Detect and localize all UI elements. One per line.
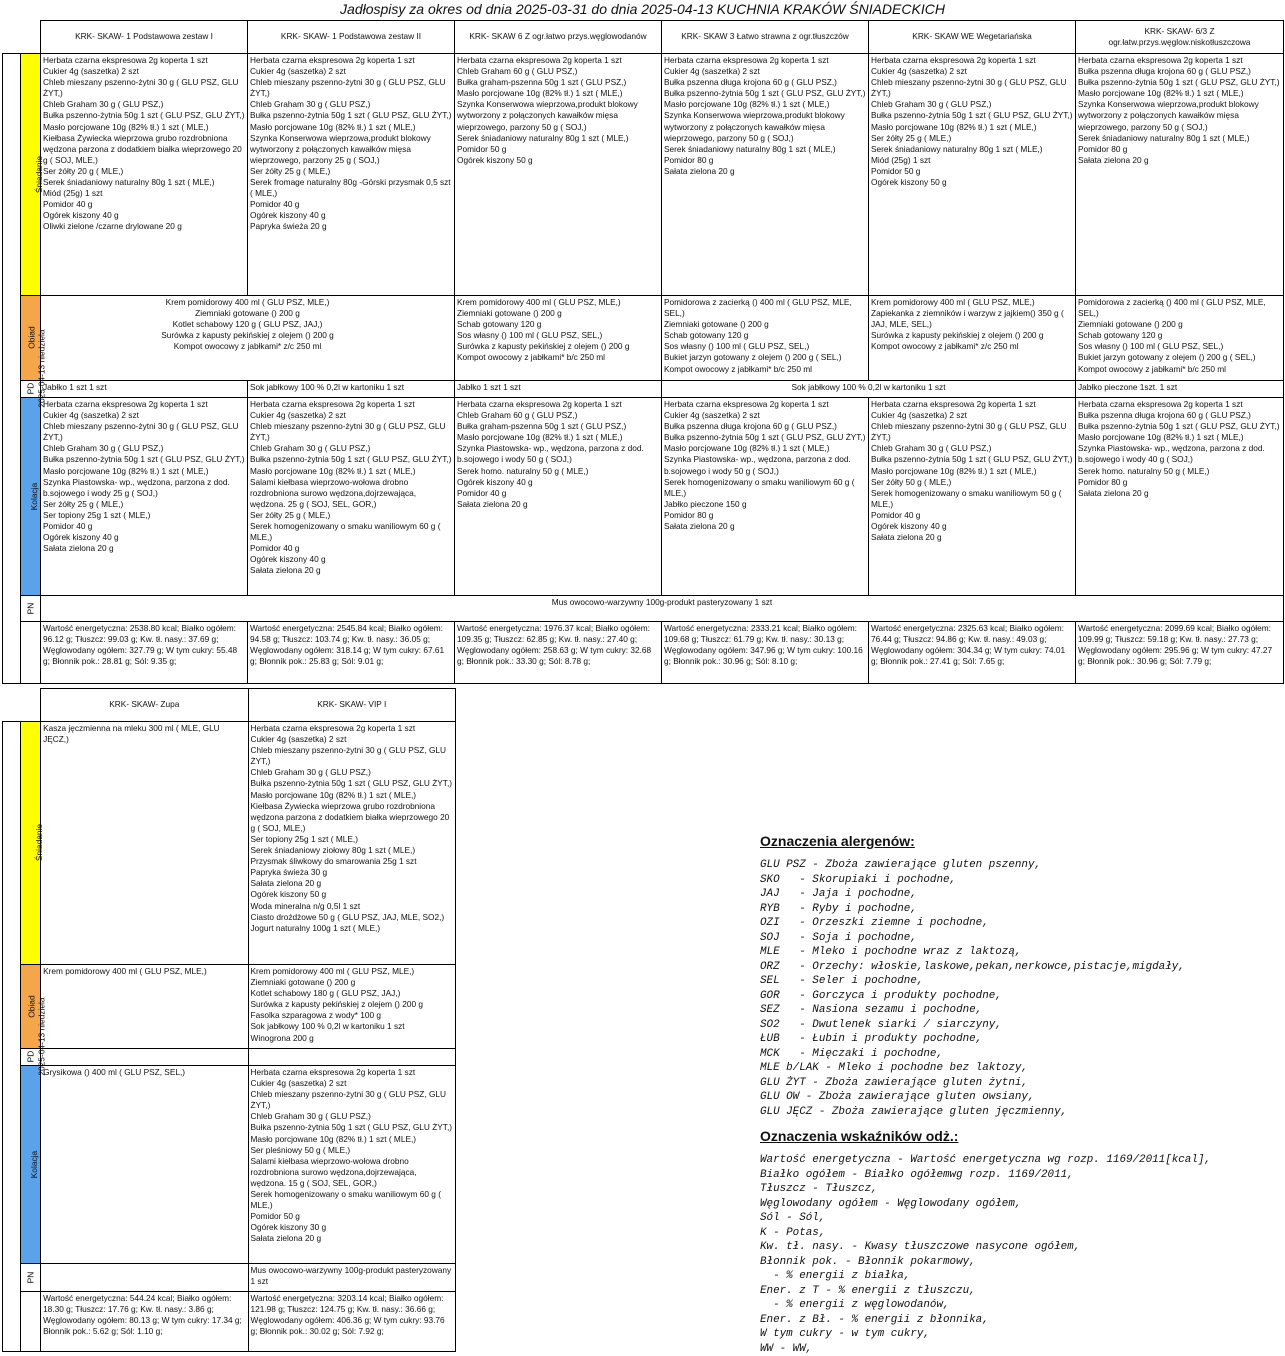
meal-label-pn: PN: [21, 596, 41, 622]
corner-blank: [3, 21, 41, 54]
allergen-line: SEZ - Nasiona sezamu i pochodne,: [760, 1003, 1280, 1018]
menu-cell: Herbata czarna ekspresowa 2g koperta 1 szt Cukier 4g (saszetka) 2 szt Bułka pszenna długa krojona 60 g ( GLU PSZ,) Bułka pszenno-żytnia 50g 1 szt ( GLU PSZ, GLU ŻYT,) Masło porcjowane 10g (82% tł.) 1 szt ( MLE,) Szynka Konserwowa wieprzowa,produkt blokowy wytworzony z połączonych kawałków mięsa wieprzowego, parzony 50 g ( SOJ,) Serek śniadaniowy naturalny 80g 1 szt ( MLE,) Pomidor 80 g Sałata zielona 20 g: [662, 54, 869, 296]
allergen-line: GLU OW - Zboża zawierające gluten owsiany,: [760, 1090, 1280, 1105]
meal-label-kolacja: Kolacja: [21, 1066, 41, 1264]
diet-header: KRK- SKAW- Zupa: [41, 689, 248, 722]
allergen-line: GLU PSZ - Zboża zawierające gluten pszenny,: [760, 858, 1280, 873]
menu-cell: Sok jabłkowy 100 % 0,2l w kartoniku 1 szt: [248, 381, 455, 398]
allergen-line: GOR - Gorczyca i produkty pochodne,: [760, 989, 1280, 1004]
allergen-line: SKO - Skorupiaki i pochodne,: [760, 873, 1280, 888]
corner-blank: [3, 689, 41, 722]
nutrition-cell: Wartość energetyczna: 2099.69 kcal; Białko ogółem: 109.99 g; Tłuszcz: 59.18 g; Kw. tł. nasy.: 27.73 g; Węglowodany ogółem: 295.96 g; W tym cukry: 47.27 g; Błonnik pok.: 30.96 g; Sól: 7.79 g;: [1076, 622, 1284, 684]
allergen-line: RYB - Ryby i pochodne,: [760, 902, 1280, 917]
menu-cell: Mus owocowo-warzywny 100g-produkt pasteryzowany 1 szt: [41, 596, 1284, 622]
menu-table-main: [2, 20, 1284, 684]
allergens-title: Oznaczenia alergenów:: [760, 832, 1280, 850]
menu-cell: [41, 1264, 248, 1292]
menu-cell: Mus owocowo-warzywny 100g-produkt pasteryzowany 1 szt: [248, 1264, 455, 1292]
indicator-line: - % energii z węglowodanów,: [760, 1298, 1280, 1313]
allergen-line: GLU ŻYT - Zboża zawierające gluten żytni,: [760, 1076, 1280, 1091]
indicator-line: Tłuszcz - Tłuszcz,: [760, 1182, 1280, 1197]
allergen-line: OZI - Orzeszki ziemne i pochodne,: [760, 916, 1280, 931]
menu-cell: Herbata czarna ekspresowa 2g koperta 1 szt Bułka pszenna długa krojona 60 g ( GLU PSZ,) Bułka pszenno-żytnia 50g 1 szt ( GLU PSZ, GLU ŻYT,) Masło porcjowane 10g (82% tł.) 1 szt ( MLE,) Szynka Konserwowa wieprzowa,produkt blokowy wytworzony z połączonych kawałków mięsa wieprzowego, parzony 50 g ( SOJ,) Serek śniadaniowy naturalny 80g 1 szt ( MLE,) Pomidor 80 g Sałata zielona 20 g: [1076, 54, 1284, 296]
menu-cell: Herbata czarna ekspresowa 2g koperta 1 szt Cukier 4g (saszetka) 2 szt Chleb mieszany pszenno-żytni 30 g ( GLU PSZ, GLU ŻYT,) Chleb Graham 30 g ( GLU PSZ,) Bułka pszenno-żytnia 50g 1 szt ( GLU PSZ, GLU ŻYT,) Masło porcjowane 10g (82% tł.) 1 szt ( MLE,) Ser żółty 50 g ( MLE,) Serek homogenizowany o smaku waniliowym 50 g ( MLE,) Pomidor 40 g Ogórek kiszony 40 g Sałata zielona 20 g: [869, 398, 1076, 596]
diet-header: KRK- SKAW- 1 Podstawowa zestaw I: [41, 21, 248, 54]
nutrition-cell: Wartość energetyczna: 2325.63 kcal; Białko ogółem: 76.44 g; Tłuszcz: 94.86 g; Kw. tł. nasy.: 49.03 g; Węglowodany ogółem: 304.34 g; W tym cukry: 74.01 g; Błonnik pok.: 27.41 g; Sól: 7.65 g;: [869, 622, 1076, 684]
diet-header: KRK- SKAW 3 Łatwo strawna z ogr.tłuszczów: [662, 21, 869, 54]
menu-cell: Herbata czarna ekspresowa 2g koperta 1 szt Cukier 4g (saszetka) 2 szt Chleb mieszany pszenno-żytni 30 g ( GLU PSZ, GLU ŻYT,) Chleb Graham 30 g ( GLU PSZ,) Bułka pszenno-żytnia 50g 1 szt ( GLU PSZ, GLU ŻYT,) Masło porcjowane 10g (82% tł.) 1 szt ( MLE,) Salami kiełbasa wieprzowo-wołowa drobno rozdrobniona surowo wędzona,dojrzewająca, wędzona. 25 g ( SOJ, SEL, GOR,) Ser żółty 25 g ( MLE,) Serek homogenizowany o smaku waniliowym 60 g ( MLE,) Pomidor 40 g Ogórek kiszony 40 g Sałata zielona 20 g: [248, 398, 455, 596]
allergen-line: JAJ - Jaja i pochodne,: [760, 887, 1280, 902]
meal-label-obiad: Obiad: [21, 965, 41, 1049]
indicator-line: Ener. z Bł. - % energii z błonnika,: [760, 1313, 1280, 1328]
date-cell: 2025-04-13 niedziela: [3, 722, 21, 1352]
nutrition-cell: Wartość energetyczna: 1976.37 kcal; Białko ogółem: 109.35 g; Tłuszcz: 62.85 g; Kw. tł. nasy.: 27.40 g; Węglowodany ogółem: 258.63 g; W tym cukry: 32.68 g; Błonnik pok.: 33.30 g; Sól: 8.78 g;: [455, 622, 662, 684]
allergen-line: SOJ - Soja i pochodne,: [760, 931, 1280, 946]
allergen-line: GLU JĘCZ - Zboża zawierające gluten jęczmienny,: [760, 1105, 1280, 1120]
diet-header: KRK- SKAW- VIP I: [248, 689, 455, 722]
menu-cell: Krem pomidorowy 400 ml ( GLU PSZ, MLE,) Ziemniaki gotowane () 200 g Kotlet schabowy 120 g ( GLU PSZ, JAJ,) Surówka z kapusty pekińskiej z olejem () 200 g Kompot owocowy z jabłkami* z/c 250 ml: [41, 296, 455, 381]
menu-cell: Herbata czarna ekspresowa 2g koperta 1 szt Chleb Graham 60 g ( GLU PSZ,) Bułka graham-pszenna 50g 1 szt ( GLU PSZ,) Masło porcjowane 10g (82% tł.) 1 szt ( MLE,) Szynka Piastowska- wp., wędzona, parzona z dod. b.sojowego i wody 50 g ( SOJ,) Serek homo. naturalny 50 g ( MLE,) Ogórek kiszony 40 g Pomidor 40 g Sałata zielona 20 g: [455, 398, 662, 596]
menu-cell: Herbata czarna ekspresowa 2g koperta 1 szt Cukier 4g (saszetka) 2 szt Chleb mieszany pszenno-żytni 30 g ( GLU PSZ, GLU ŻYT,) Chleb Graham 30 g ( GLU PSZ,) Bułka pszenno-żytnia 50g 1 szt ( GLU PSZ, GLU ŻYT,) Masło porcjowane 10g (82% tł.) 1 szt ( MLE,) Kiełbasa Żywiecka wieprzowa grubo rozdrobniona wędzona parzona z dodatkiem białka wieprzowego 20 g ( SOJ, MLE,) Ser żółty 20 g ( MLE,) Serek śniadaniowy naturalny 80g 1 szt ( MLE,) Miód (25g) 1 szt Pomidor 40 g Ogórek kiszony 40 g Oliwki zielone /czarne drylowane 20 g: [41, 54, 248, 296]
meal-label-sniadanie: Śniadanie: [21, 54, 41, 296]
menu-table-second: [2, 688, 456, 1352]
legend: [760, 832, 1280, 1356]
menu-cell: Kasza jęczmienna na mleku 300 ml ( MLE, GLU JĘCZ,): [41, 722, 248, 965]
nutrition-label-blank: [21, 1292, 41, 1352]
menu-cell: Herbata czarna ekspresowa 2g koperta 1 szt Cukier 4g (saszetka) 2 szt Chleb mieszany pszenno-żytni 30 g ( GLU PSZ, GLU ŻYT,) Chleb Graham 30 g ( GLU PSZ,) Bułka pszenno-żytnia 50g 1 szt ( GLU PSZ, GLU ŻYT,) Masło porcjowane 10g (82% tł.) 1 szt ( MLE,) Kiełbasa Żywiecka wieprzowa grubo rozdrobniona wędzona parzona z dodatkiem białka wieprzowego 20 g ( SOJ, MLE,) Ser topiony 25g 1 szt ( MLE,) Serek śniadaniowy ziołowy 80g 1 szt ( MLE,) Przysmak śliwkowy do smarowania 25g 1 szt Papryka świeża 30 g Sałata zielona 20 g Ogórek kiszony 50 g Woda mineralna n/g 0,5l 1 szt Ciasto drożdżowe 50 g ( GLU PSZ, JAJ, MLE, SO2,) Jogurt naturalny 100g 1 szt ( MLE,): [248, 722, 455, 965]
menu-cell: Jabłko 1 szt 1 szt: [41, 381, 248, 398]
nutrition-cell: Wartość energetyczna: 2538.80 kcal; Białko ogółem: 96.12 g; Tłuszcz: 99.03 g; Kw. tł. nasy.: 37.69 g; Węglowodany ogółem: 327.79 g; W tym cukry: 55.48 g; Błonnik pok.: 28.81 g; Sól: 9.35 g;: [41, 622, 248, 684]
menu-cell: Herbata czarna ekspresowa 2g koperta 1 szt Cukier 4g (saszetka) 2 szt Chleb mieszany pszenno-żytni 30 g ( GLU PSZ, GLU ŻYT,) Chleb Graham 30 g ( GLU PSZ,) Bułka pszenno-żytnia 50g 1 szt ( GLU PSZ, GLU ŻYT,) Masło porcjowane 10g (82% tł.) 1 szt ( MLE,) Szynka Konserwowa wieprzowa,produkt blokowy wytworzony z połączonych kawałków mięsa wieprzowego, parzony 25 g ( SOJ,) Ser żółty 25 g ( MLE,) Serek fromage naturalny 80g -Górski przysmak 0,5 szt ( MLE,) Pomidor 40 g Ogórek kiszony 40 g Papryka świeża 20 g: [248, 54, 455, 296]
indicator-line: Błonnik pok. - Błonnik pokarmowy,: [760, 1255, 1280, 1270]
indicator-line: Sól - Sól,: [760, 1211, 1280, 1226]
diet-header: KRK- SKAW- 1 Podstawowa zestaw II: [248, 21, 455, 54]
menu-cell: Herbata czarna ekspresowa 2g koperta 1 szt Bułka pszenna długa krojona 60 g ( GLU PSZ,) Bułka pszenno-żytnia 50g 1 szt ( GLU PSZ, GLU ŻYT,) Masło porcjowane 10g (82% tł.) 1 szt ( MLE,) Szynka Piastowska- wp., wędzona, parzona z dod. b.sojowego i wody 40 g ( SOJ,) Serek homo. naturalny 50 g ( MLE,) Pomidor 80 g Sałata zielona 20 g: [1076, 398, 1284, 596]
menu-cell: Pomidorowa z zacierką () 400 ml ( GLU PSZ, MLE, SEL,) Ziemniaki gotowane () 200 g Schab gotowany 120 g Sos własny () 100 ml ( GLU PSZ, SEL,) Bukiet jarzyn gotowany z olejem () 200 g ( SEL,) Kompot owocowy z jabłkami* b/c 250 ml: [662, 296, 869, 381]
indicator-line: WW - WW,: [760, 1342, 1280, 1356]
menu-cell: Pomidorowa z zacierką () 400 ml ( GLU PSZ, MLE, SEL,) Ziemniaki gotowane () 200 g Schab gotowany 120 g Sos własny () 100 ml ( GLU PSZ, SEL,) Bukiet jarzyn gotowany z olejem () 200 g ( SEL,) Kompot owocowy z jabłkami* b/c 250 ml: [1076, 296, 1284, 381]
indicator-line: Węglowodany ogółem - Węglowodany ogółem,: [760, 1197, 1280, 1212]
allergen-line: SO2 - Dwutlenek siarki / siarczyny,: [760, 1018, 1280, 1033]
indicator-line: Kw. tł. nasy. - Kwasy tłuszczowe nasycone ogółem,: [760, 1240, 1280, 1255]
diet-header: KRK- SKAW- 6/3 Z ogr.łatw.przys.węglow.niskotłuszczowa: [1076, 21, 1284, 54]
nutrition-cell: Wartość energetyczna: 2545.84 kcal; Białko ogółem: 94.58 g; Tłuszcz: 103.74 g; Kw. tł. nasy.: 36.05 g; Węglowodany ogółem: 318.14 g; W tym cukry: 67.61 g; Błonnik pok.: 25.83 g; Sól: 9.01 g;: [248, 622, 455, 684]
nutrition-label-blank: [21, 622, 41, 684]
indicator-line: Białko ogółem - Białko ogółemwg rozp. 1169/2011,: [760, 1168, 1280, 1183]
indicator-line: K - Potas,: [760, 1226, 1280, 1241]
diet-header: KRK- SKAW 6 Z ogr.łatwo przys.węglowodanów: [455, 21, 662, 54]
menu-cell: [248, 1049, 455, 1066]
indicator-line: Ener. z T - % energii z tłuszczu,: [760, 1284, 1280, 1299]
meal-label-pn: PN: [21, 1264, 41, 1292]
menu-cell: Grysikowa () 400 ml ( GLU PSZ, SEL,): [41, 1066, 248, 1264]
allergen-line: MCK - Mięczaki i pochodne,: [760, 1047, 1280, 1062]
allergen-line: ORZ - Orzechy: włoskie,laskowe,pekan,nerkowce,pistacje,migdały,: [760, 960, 1280, 975]
menu-cell: Sok jabłkowy 100 % 0,2l w kartoniku 1 szt: [662, 381, 1076, 398]
meal-label-kolacja: Kolacja: [21, 398, 41, 596]
meal-label-obiad: Obiad: [21, 296, 41, 381]
indicator-line: Wartość energetyczna - Wartość energetyczna wg rozp. 1169/2011[kcal],: [760, 1153, 1280, 1168]
nutrition-cell: Wartość energetyczna: 544.24 kcal; Białko ogółem: 18.30 g; Tłuszcz: 17.76 g; Kw. tł. nasy.: 3.86 g; Węglowodany ogółem: 80.13 g; W tym cukry: 17.34 g; Błonnik pok.: 5.62 g; Sól: 1.10 g;: [41, 1292, 248, 1352]
indicator-line: - % energii z białka,: [760, 1269, 1280, 1284]
meal-label-pd: PD: [21, 381, 41, 398]
allergen-list: [760, 858, 1280, 1119]
nutrition-cell: Wartość energetyczna: 2333.21 kcal; Białko ogółem: 109.68 g; Tłuszcz: 61.79 g; Kw. tł. nasy.: 30.13 g; Węglowodany ogółem: 347.96 g; W tym cukry: 100.16 g; Błonnik pok.: 30.96 g; Sól: 8.10 g;: [662, 622, 869, 684]
diet-header: KRK- SKAW WE Wegetariańska: [869, 21, 1076, 54]
meal-label-sniadanie: Śniadanie: [21, 722, 41, 965]
page-title: Jadłospisy za okres od dnia 2025-03-31 do dnia 2025-04-13 KUCHNIA KRAKÓW ŚNIADECKICH: [0, 0, 1285, 18]
menu-cell: Krem pomidorowy 400 ml ( GLU PSZ, MLE,) Ziemniaki gotowane () 200 g Kotlet schabowy 180 g ( GLU PSZ, JAJ,) Surówka z kapusty pekińskiej z olejem () 200 g Fasolka szparagowa z wody* 100 g Sok jabłkowy 100 % 0,2l w kartoniku 1 szt Winogrona 200 g: [248, 965, 455, 1049]
indicators-title: Oznaczenia wskaźników odż.:: [760, 1127, 1280, 1145]
allergen-line: MLE b/LAK - Mleko i pochodne bez laktozy,: [760, 1061, 1280, 1076]
menu-cell: Krem pomidorowy 400 ml ( GLU PSZ, MLE,) Ziemniaki gotowane () 200 g Schab gotowany 120 g Sos własny () 100 ml ( GLU PSZ, SEL,) Surówka z kapusty pekińskiej z olejem () 200 g Kompot owocowy z jabłkami* b/c 250 ml: [455, 296, 662, 381]
allergen-line: ŁUB - Łubin i produkty pochodne,: [760, 1032, 1280, 1047]
menu-cell: Krem pomidorowy 400 ml ( GLU PSZ, MLE,): [41, 965, 248, 1049]
allergen-line: SEL - Seler i pochodne,: [760, 974, 1280, 989]
menu-cell: Herbata czarna ekspresowa 2g koperta 1 szt Cukier 4g (saszetka) 2 szt Chleb mieszany pszenno-żytni 30 g ( GLU PSZ, GLU ŻYT,) Chleb Graham 30 g ( GLU PSZ,) Bułka pszenno-żytnia 50g 1 szt ( GLU PSZ, GLU ŻYT,) Masło porcjowane 10g (82% tł.) 1 szt ( MLE,) Ser żółty 25 g ( MLE,) Serek śniadaniowy naturalny 80g 1 szt ( MLE,) Miód (25g) 1 szt Pomidor 50 g Ogórek kiszony 50 g: [869, 54, 1076, 296]
menu-cell: Jabłko 1 szt 1 szt: [455, 381, 662, 398]
allergen-line: MLE - Mleko i pochodne wraz z laktozą,: [760, 945, 1280, 960]
meal-label-pd: PD: [21, 1049, 41, 1066]
indicator-line: W tym cukry - w tym cukry,: [760, 1327, 1280, 1342]
menu-cell: [41, 1049, 248, 1066]
menu-cell: Herbata czarna ekspresowa 2g koperta 1 szt Cukier 4g (saszetka) 2 szt Chleb mieszany pszenno-żytni 30 g ( GLU PSZ, GLU ŻYT,) Chleb Graham 30 g ( GLU PSZ,) Bułka pszenno-żytnia 50g 1 szt ( GLU PSZ, GLU ŻYT,) Masło porcjowane 10g (82% tł.) 1 szt ( MLE,) Szynka Piastowska- wp., wędzona, parzona z dod. b.sojowego i wody 25 g ( SOJ,) Ser żółty 25 g ( MLE,) Ser topiony 25g 1 szt ( MLE,) Pomidor 40 g Ogórek kiszony 40 g Sałata zielona 20 g: [41, 398, 248, 596]
indicator-list: [760, 1153, 1280, 1356]
menu-cell: Herbata czarna ekspresowa 2g koperta 1 szt Cukier 4g (saszetka) 2 szt Chleb mieszany pszenno-żytni 30 g ( GLU PSZ, GLU ŻYT,) Chleb Graham 30 g ( GLU PSZ,) Bułka pszenno-żytnia 50g 1 szt ( GLU PSZ, GLU ŻYT,) Masło porcjowane 10g (82% tł.) 1 szt ( MLE,) Ser pleśniowy 50 g ( MLE,) Salami kiełbasa wieprzowo-wołowa drobno rozdrobniona surowo wędzona,dojrzewająca, wędzona. 15 g ( SOJ, SEL, GOR,) Serek homogenizowany o smaku waniliowym 60 g ( MLE,) Pomidor 50 g Ogórek kiszony 30 g Sałata zielona 20 g: [248, 1066, 455, 1264]
menu-cell: Herbata czarna ekspresowa 2g koperta 1 szt Cukier 4g (saszetka) 2 szt Bułka pszenna długa krojona 60 g ( GLU PSZ,) Bułka pszenno-żytnia 50g 1 szt ( GLU PSZ, GLU ŻYT,) Masło porcjowane 10g (82% tł.) 1 szt ( MLE,) Szynka Piastowska- wp., wędzona, parzona z dod. b.sojowego i wody 50 g ( SOJ,) Serek homogenizowany o smaku waniliowym 60 g ( MLE,) Jabłko pieczone 150 g Pomidor 80 g Sałata zielona 20 g: [662, 398, 869, 596]
date-cell: 2025-04-13 niedziela: [3, 54, 21, 684]
menu-cell: Jabłko pieczone 1szt. 1 szt: [1076, 381, 1284, 398]
nutrition-cell: Wartość energetyczna: 3203.14 kcal; Białko ogółem: 121.98 g; Tłuszcz: 124.75 g; Kw. tł. nasy.: 36.66 g; Węglowodany ogółem: 406.36 g; W tym cukry: 93.76 g; Błonnik pok.: 30.02 g; Sól: 7.92 g;: [248, 1292, 455, 1352]
menu-cell: Krem pomidorowy 400 ml ( GLU PSZ, MLE,) Zapiekanka z ziemników i warzyw z jajkiem() 350 g ( JAJ, MLE, SEL,) Surówka z kapusty pekińskiej z olejem () 200 g Kompot owocowy z jabłkami* z/c 250 ml: [869, 296, 1076, 381]
menu-cell: Herbata czarna ekspresowa 2g koperta 1 szt Chleb Graham 60 g ( GLU PSZ,) Bułka graham-pszenna 50g 1 szt ( GLU PSZ,) Masło porcjowane 10g (82% tł.) 1 szt ( MLE,) Szynka Konserwowa wieprzowa,produkt blokowy wytworzony z połączonych kawałków mięsa wieprzowego, parzony 50 g ( SOJ,) Serek śniadaniowy naturalny 80g 1 szt ( MLE,) Pomidor 50 g Ogórek kiszony 50 g: [455, 54, 662, 296]
